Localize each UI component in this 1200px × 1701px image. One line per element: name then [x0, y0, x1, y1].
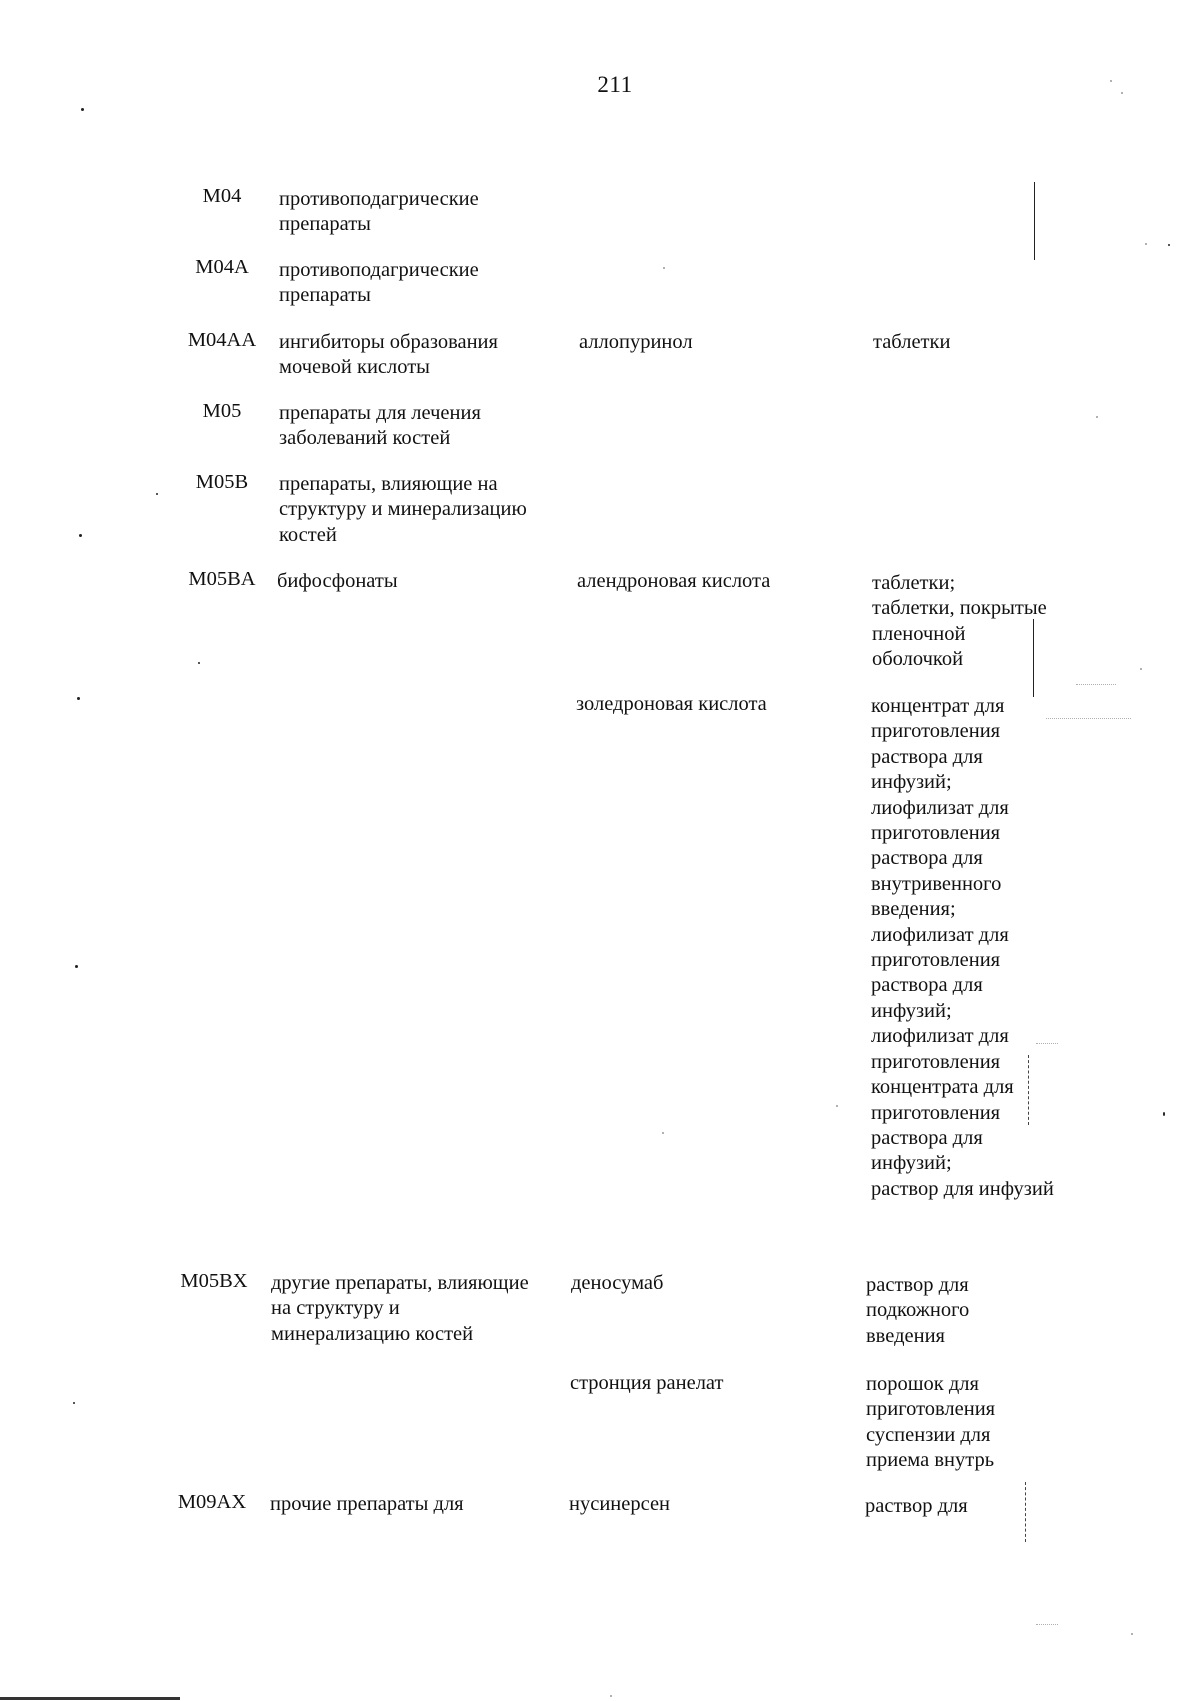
scan-speck — [81, 108, 84, 111]
active-substance: аллопуринол — [579, 331, 693, 353]
scan-noise — [1046, 718, 1131, 719]
atc-code: M09AX — [177, 1491, 247, 1513]
active-substance: алендроновая кислота — [577, 570, 771, 592]
scan-speck — [610, 1695, 612, 1697]
scan-speck — [1163, 1112, 1165, 1116]
dosage-form: раствор для подкожного введения — [866, 1274, 970, 1347]
atc-code: M04 — [202, 185, 242, 207]
pharmacological-group: препараты, влияющие на структуру и минерализацию костей — [279, 473, 527, 546]
page-number: 211 — [597, 72, 633, 97]
scan-speck — [75, 965, 78, 968]
scan-speck — [1110, 80, 1112, 82]
active-substance: нусинерсен — [569, 1493, 671, 1515]
scan-speck — [663, 267, 665, 269]
atc-code: M04A — [195, 256, 249, 278]
scan-speck — [836, 1105, 838, 1107]
pharmacological-group: бифосфонаты — [277, 570, 398, 592]
pharmacological-group: противоподагрические препараты — [279, 188, 479, 236]
scan-speck — [73, 1402, 75, 1404]
pharmacological-group: другие препараты, влияющие на структуру и минерализацию костей — [271, 1272, 529, 1345]
dosage-form: концентрат для приготовления раствора для инфузий; лиофилизат для приготовления раствора для внутривенного введения; лиофилизат для приготовления раствора для инфузий; лиофилизат для приготовления концентрата для приготовления раствора для инфузий; раствор для инфузий — [871, 695, 1054, 1200]
scan-speck — [198, 662, 200, 664]
scan-speck — [1145, 243, 1147, 245]
atc-code: M05BA — [188, 568, 256, 590]
active-substance: золедроновая кислота — [576, 693, 767, 715]
dosage-form: раствор для — [865, 1495, 968, 1517]
pharmacological-group: ингибиторы образования мочевой кислоты — [279, 331, 498, 379]
atc-code: M05 — [202, 400, 242, 422]
atc-code: M04AA — [187, 329, 257, 351]
scan-speck — [1140, 668, 1142, 670]
scan-border-fragment — [1028, 1055, 1029, 1125]
pharmacological-group: препараты для лечения заболеваний костей — [279, 402, 481, 450]
pharmacological-group: прочие препараты для — [270, 1493, 464, 1515]
active-substance: деносумаб — [571, 1272, 664, 1294]
scan-border-fragment — [1033, 619, 1034, 697]
scan-speck — [662, 1132, 664, 1134]
active-substance: стронция ранелат — [570, 1372, 724, 1394]
scan-border-fragment — [1034, 182, 1035, 260]
atc-code: M05BX — [180, 1270, 248, 1292]
scan-speck — [1096, 416, 1098, 418]
dosage-form: порошок для приготовления суспензии для приема внутрь — [866, 1373, 996, 1472]
scan-noise — [1036, 1624, 1058, 1625]
scan-speck — [79, 534, 82, 537]
pharmacological-group: противоподагрические препараты — [279, 259, 479, 307]
atc-code: M05B — [195, 471, 249, 493]
scan-speck — [156, 493, 158, 495]
scan-bottom-edge — [0, 1697, 180, 1700]
scan-noise — [1076, 684, 1116, 685]
scan-speck — [77, 697, 80, 700]
dosage-form: таблетки — [873, 331, 951, 353]
scan-speck — [1121, 92, 1123, 94]
scan-border-fragment — [1025, 1482, 1026, 1542]
scan-speck — [1131, 1633, 1133, 1635]
scan-noise — [1036, 1043, 1058, 1044]
scan-speck — [1168, 244, 1170, 246]
dosage-form: таблетки; таблетки, покрытые пленочной оболочкой — [872, 572, 1047, 671]
